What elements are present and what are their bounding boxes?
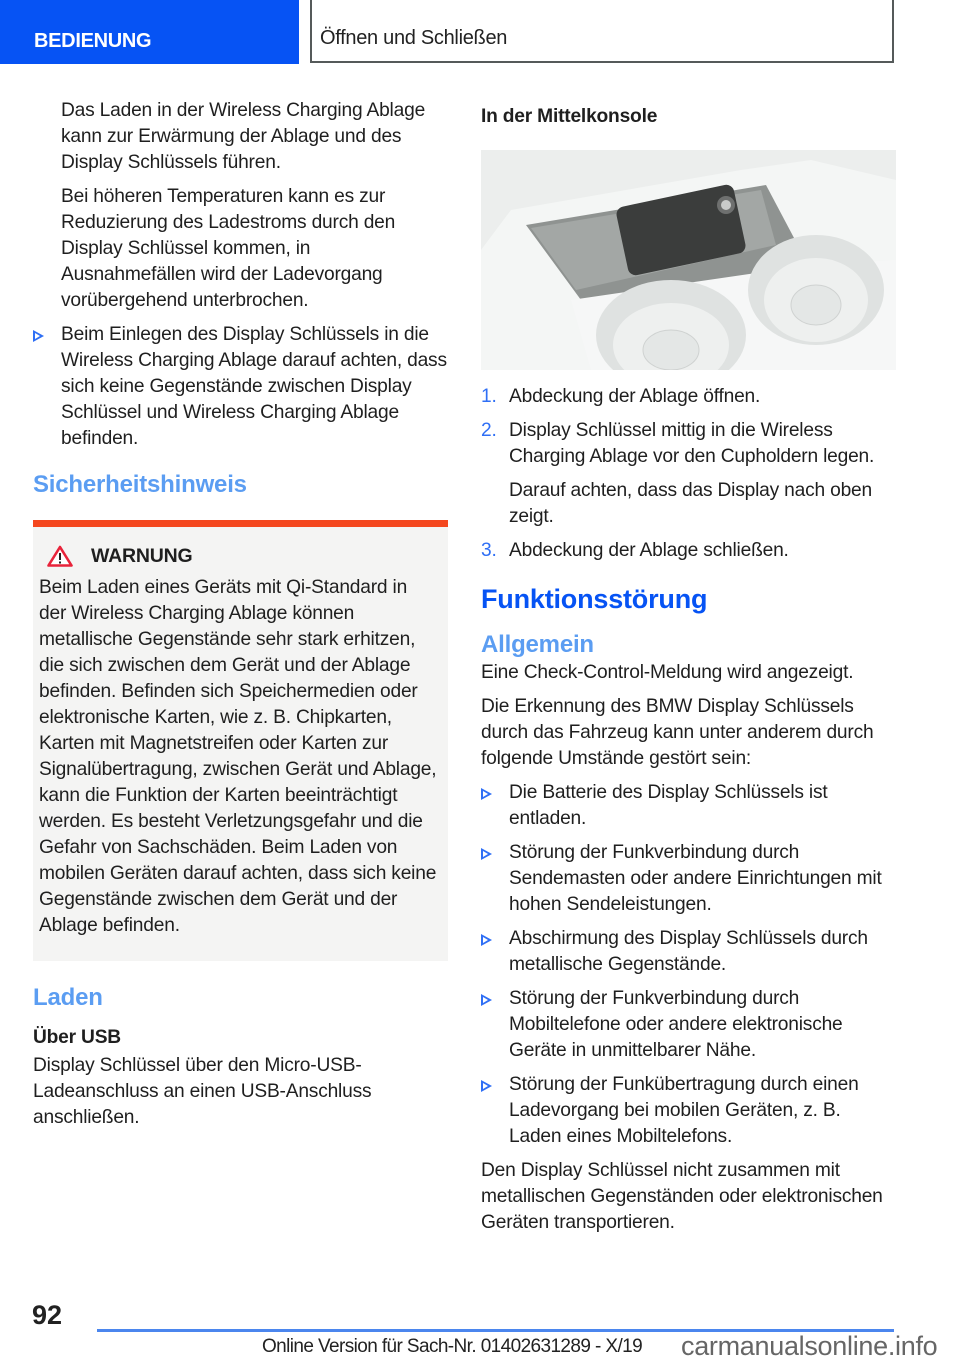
paragraph: Eine Check-Control-Meldung wird angezeigt.	[481, 662, 854, 683]
paragraph: Die Erkennung des BMW Display Schlüssels durch das Fahrzeug kann unter anderem durch folgende Umstände gestört sein:	[481, 696, 874, 769]
center-console-subheading: In der Mittelkonsole	[481, 106, 658, 127]
warning-label: WARNUNG	[91, 545, 193, 567]
list-item	[481, 840, 896, 918]
triangle-bullet-icon	[481, 934, 492, 946]
list-item-text: Störung der Funkverbindung durch Sendemasten oder andere Einrichtungen mit hohen Sendeleistungen.	[509, 842, 882, 915]
list-item	[33, 322, 448, 452]
triangle-bullet-icon	[33, 330, 44, 342]
step-text: Abdeckung der Ablage schließen.	[509, 540, 789, 561]
step-number: 1.	[481, 386, 497, 407]
list-item-text: Beim Einlegen des Display Schlüssels in die Wireless Charging Ablage darauf achten, dass sich keine Gegenstände zwischen Display Schlüssel und Wireless Charging Ablage befinden.	[61, 324, 447, 449]
chapter-title: Öffnen und Schließen	[320, 27, 508, 49]
step-item	[481, 538, 896, 564]
list-item-text: Abschirmung des Display Schlüssels durch metallische Gegenstände.	[509, 928, 868, 975]
warning-title	[39, 543, 438, 569]
header-section-tab	[0, 0, 299, 64]
step-number: 2.	[481, 420, 497, 441]
watermark: carmanualsonline.info	[681, 1331, 938, 1361]
warning-triangle-icon	[47, 545, 73, 567]
list-item-text: Die Batterie des Display Schlüssels ist entladen.	[509, 782, 828, 829]
usb-text: Display Schlüssel über den Micro-USB-Ladeanschluss an einen USB-Anschluss anschließen.	[33, 1055, 372, 1128]
list-item-text: Störung der Funkübertragung durch einen Ladevorgang bei mobilen Geräten, z. B. Laden eines Mobiltelefons.	[509, 1074, 859, 1147]
right-column	[481, 98, 896, 1244]
page-number: 92	[32, 1300, 63, 1330]
list-item	[481, 780, 896, 832]
step-number: 3.	[481, 540, 497, 561]
left-column	[33, 98, 448, 1139]
center-console-illustration	[481, 150, 896, 370]
triangle-bullet-icon	[481, 994, 492, 1006]
intro-paragraph: Bei höheren Temperaturen kann es zur Reduzierung des Ladestroms durch den Display Schlüssel kommen, in Ausnahmefällen wird der Ladevorgang vorübergehend unterbrochen.	[61, 186, 396, 311]
malfunction-heading: Funktionsstörung	[481, 584, 708, 614]
step-text: Abdeckung der Ablage öffnen.	[509, 386, 761, 407]
list-item-text: Störung der Funkverbindung durch Mobiltelefone oder andere elektronische Geräte in unmittelbarer Nähe.	[509, 988, 843, 1061]
center-console-figure	[481, 150, 896, 370]
triangle-bullet-icon	[481, 1080, 492, 1092]
step-item	[481, 418, 896, 530]
list-item	[481, 986, 896, 1064]
closing-paragraph: Den Display Schlüssel nicht zusammen mit metallischen Gegenständen oder elektronischen Geräten transportieren.	[481, 1160, 883, 1233]
general-heading: Allgemein	[481, 631, 594, 658]
section-title: BEDIENUNG	[34, 30, 152, 52]
step-text: Display Schlüssel mittig in die Wireless Charging Ablage vor den Cupholdern legen.	[509, 420, 875, 467]
list-item	[481, 1072, 896, 1150]
triangle-bullet-icon	[481, 848, 492, 860]
online-version-text: Online Version für Sach-Nr. 01402631289 - X/19	[262, 1336, 643, 1357]
intro-paragraph: Das Laden in der Wireless Charging Ablage kann zur Erwärmung der Ablage und des Display Schlüssels führen.	[61, 100, 426, 173]
safety-heading: Sicherheitshinweis	[33, 471, 247, 498]
list-item	[481, 926, 896, 978]
usb-subheading: Über USB	[33, 1027, 121, 1048]
step-item	[481, 384, 896, 410]
warning-text: Beim Laden eines Geräts mit Qi-Standard in der Wireless Charging Ablage können metallische Gegenstände sehr stark erhitzen, die sich zwischen dem Gerät und der Ablage befinden. Befinden sich Speichermedien oder elektronische Karten, wie z. B. Chipkarten, Karten mit Magnetstreifen oder Karten zur Signalübertragung, zwischen Gerät und Ablage, kann die Funktion der Karten beeinträchtigt werden. Es besteht Verletzungsgefahr und die Gefahr von Sachschäden. Beim Laden von mobilen Geräten darauf achten, dass sich keine Gegenstände zwischen dem Gerät und der Ablage befinden.	[39, 577, 437, 936]
laden-heading: Laden	[33, 984, 103, 1011]
triangle-bullet-icon	[481, 788, 492, 800]
warning-box	[33, 520, 448, 961]
step-note: Darauf achten, dass das Display nach oben zeigt.	[509, 480, 872, 527]
header-chapter-box	[310, 0, 894, 63]
